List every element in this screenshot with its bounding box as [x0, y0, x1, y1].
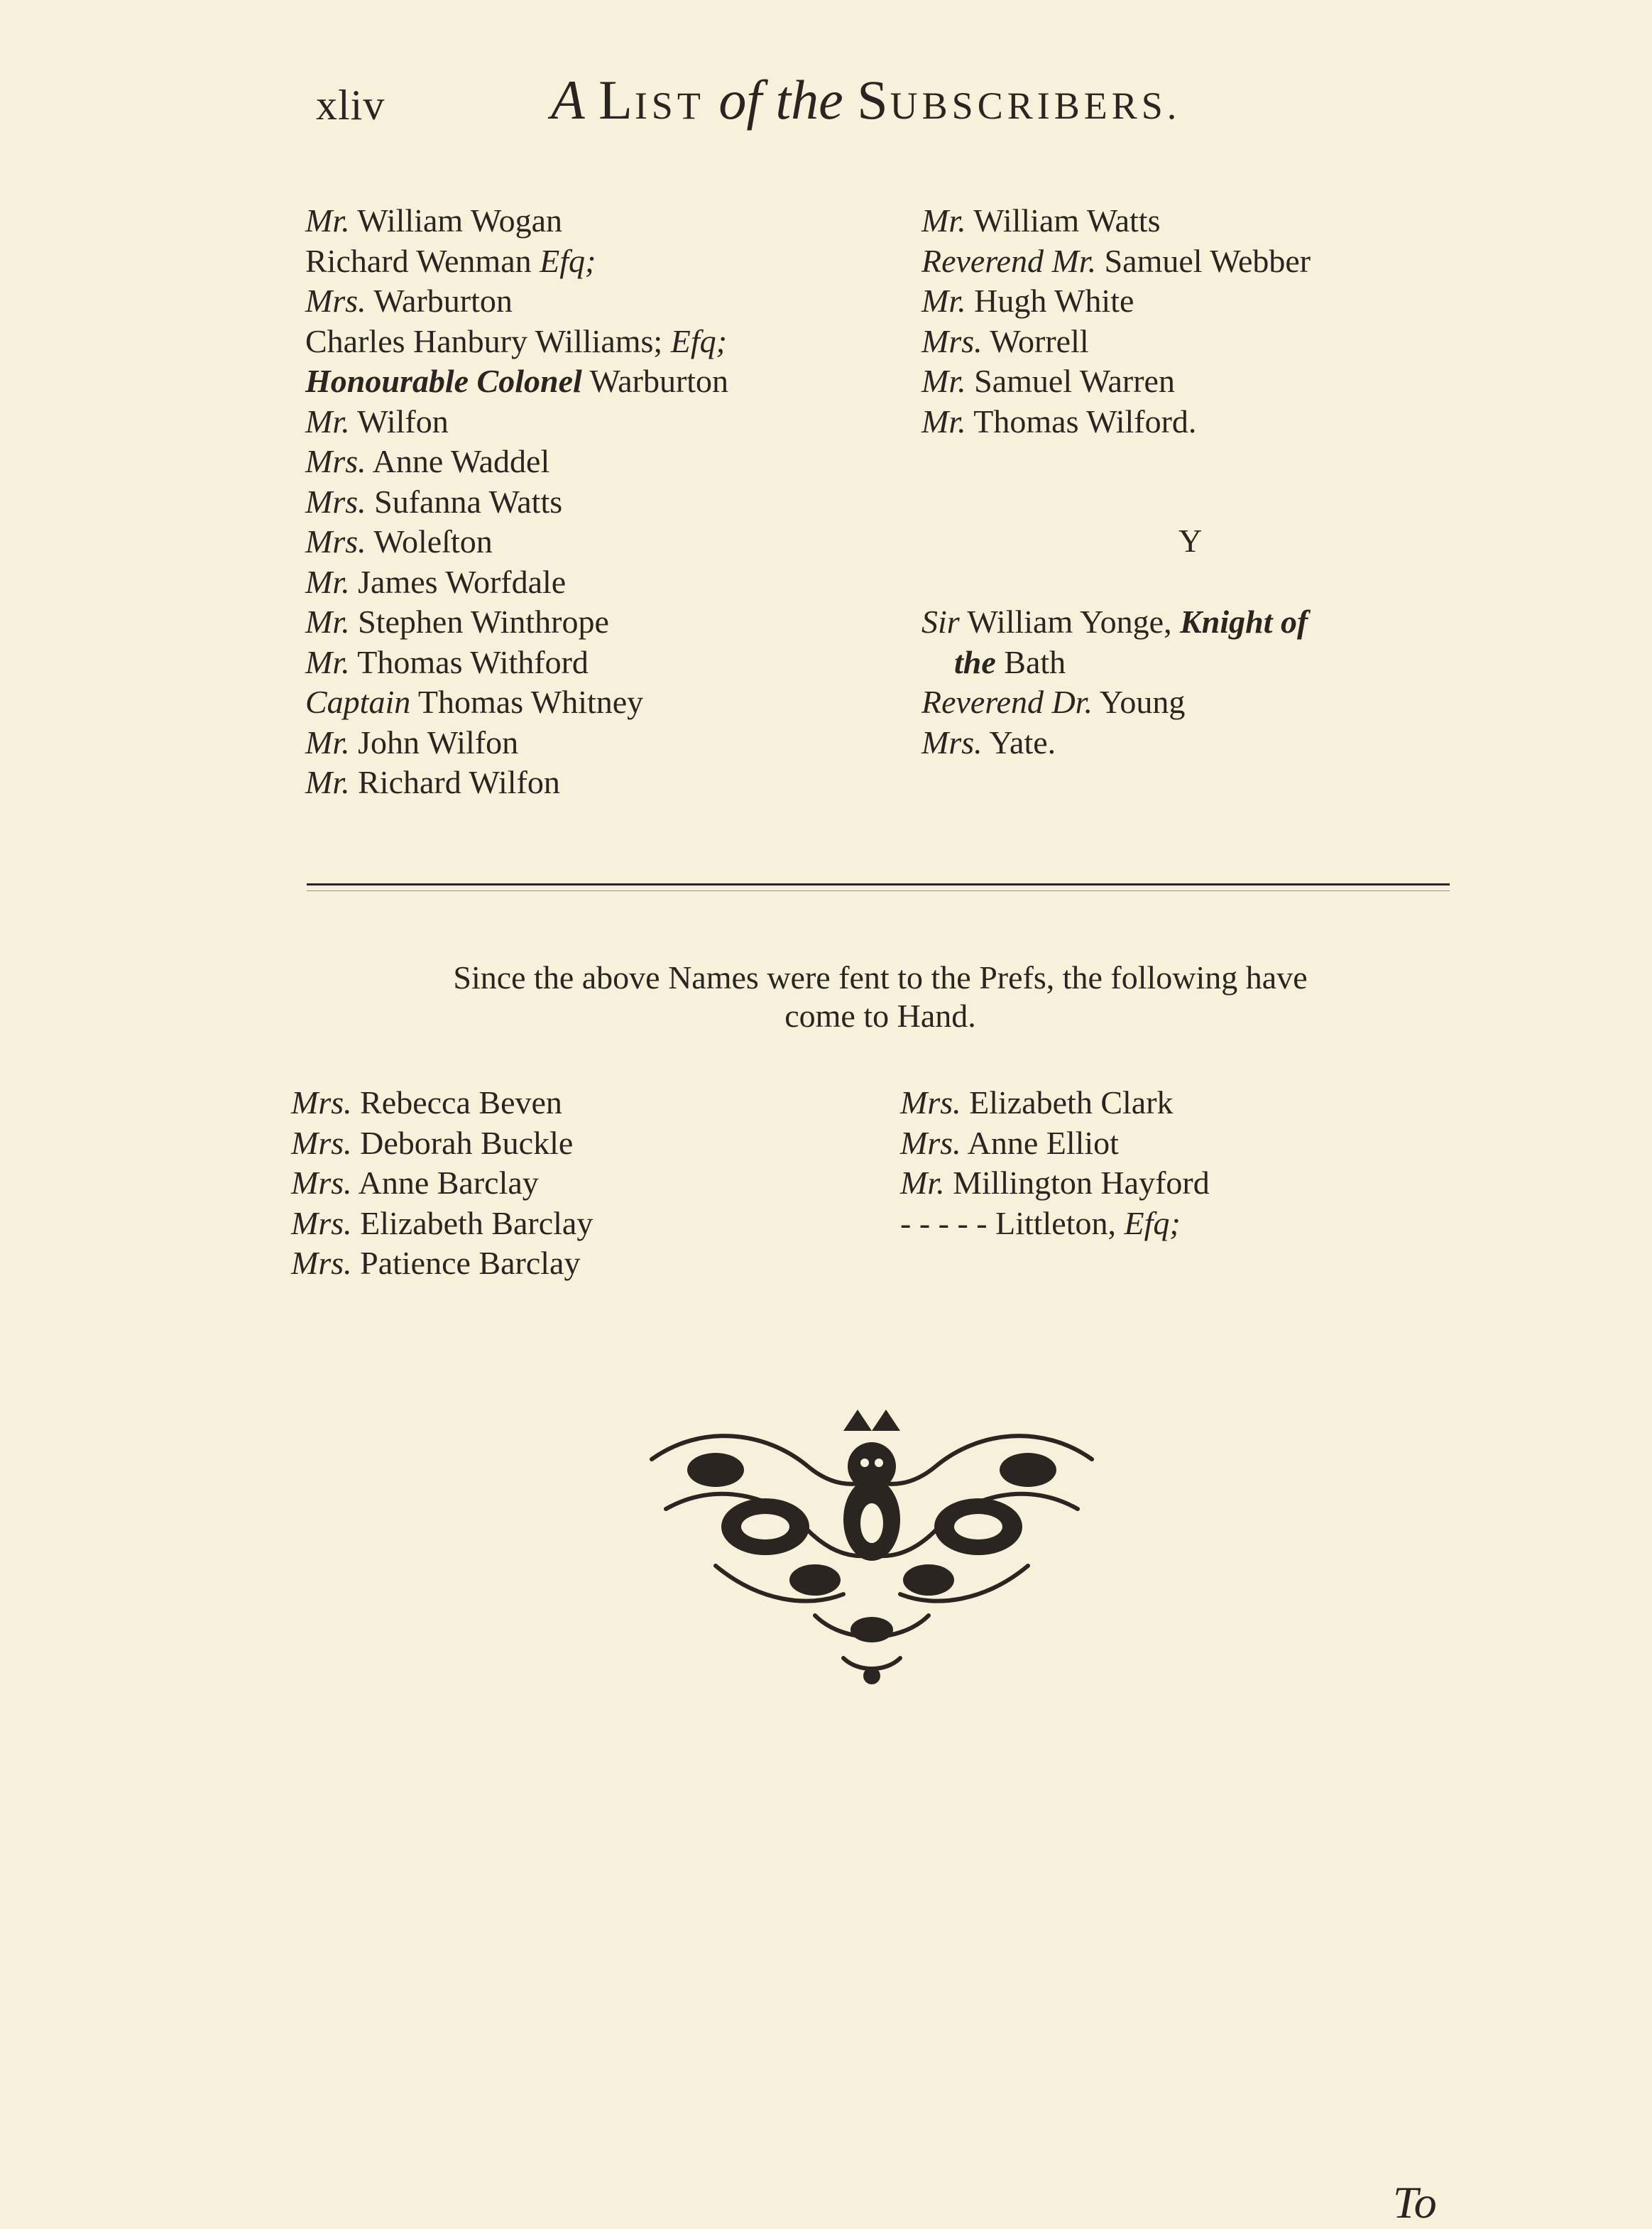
subscriber-name: James Worfdale	[358, 563, 567, 600]
section-divider	[307, 883, 1450, 885]
honorific: Mr.	[305, 764, 350, 800]
honorific: Mrs.	[291, 1124, 352, 1161]
list-item	[305, 361, 728, 402]
subscriber-name: Anne Barclay	[358, 1165, 539, 1201]
suffix: Efq;	[540, 242, 596, 279]
subscriber-name: Millington Hayford	[953, 1165, 1210, 1201]
list-item	[921, 361, 1311, 402]
honorific: Mr.	[900, 1165, 945, 1201]
page-header	[0, 65, 1652, 143]
list-item	[305, 723, 728, 763]
honorific: Mr.	[921, 202, 966, 239]
list-item	[900, 1163, 1210, 1204]
subscriber-name: Elizabeth Clark	[969, 1084, 1174, 1121]
honorific: Mrs.	[900, 1124, 961, 1161]
subscriber-name: William Wogan	[357, 202, 563, 239]
catchword: To	[1393, 2177, 1437, 2228]
subscriber-name: Stephen Winthrope	[358, 604, 609, 640]
subscriber-name: Warburton	[589, 363, 729, 399]
list-item	[921, 602, 1308, 682]
list-item	[305, 402, 728, 442]
title-article: A	[551, 69, 585, 131]
page-number: xliv	[316, 82, 385, 129]
list-item	[305, 201, 728, 241]
subscriber-name: Samuel Warren	[974, 363, 1175, 399]
late-subscriber-list-left	[291, 1083, 593, 1284]
continuation-italic: the	[954, 643, 996, 680]
subscriber-name: - - - - - Littleton,	[900, 1204, 1117, 1241]
honorific: Mrs.	[291, 1245, 352, 1281]
list-item	[291, 1163, 593, 1204]
list-item	[305, 643, 728, 683]
subscriber-name: Wilfon	[357, 403, 449, 440]
subscriber-name: Richard Wilfon	[358, 764, 560, 800]
continuation-roman: Bath	[1004, 643, 1066, 680]
list-item	[291, 1243, 593, 1284]
title-list-rest: IST	[634, 85, 705, 127]
list-item	[305, 602, 728, 643]
list-item	[921, 402, 1311, 442]
subscriber-name: Woleſton	[373, 523, 493, 560]
subscriber-name: Young	[1099, 684, 1186, 720]
list-item	[291, 1123, 593, 1164]
subscriber-name: Worrell	[990, 322, 1089, 359]
late-subscribers-note	[298, 959, 1462, 1035]
honorific: Captain	[305, 684, 411, 720]
list-item	[305, 482, 728, 523]
subscriber-name: Deborah Buckle	[360, 1124, 574, 1161]
honorific: Mrs.	[305, 283, 366, 319]
list-item	[921, 682, 1308, 723]
list-item	[921, 241, 1311, 282]
subscriber-name: Hugh White	[974, 283, 1134, 319]
list-item	[305, 322, 728, 362]
subscriber-name: John Wilfon	[358, 724, 519, 761]
honorific: Mr.	[921, 363, 966, 399]
honorific: Mr.	[305, 643, 350, 680]
honorific: Mrs.	[305, 483, 366, 520]
section-letter-y: Y	[1178, 523, 1203, 559]
list-item	[305, 562, 728, 603]
subscriber-name: Thomas Whitney	[417, 684, 644, 720]
subscriber-name: Charles Hanbury Williams;	[305, 322, 663, 359]
subscriber-name: Samuel Webber	[1104, 242, 1311, 279]
list-item	[900, 1083, 1210, 1123]
list-item	[921, 281, 1311, 322]
list-item	[921, 322, 1311, 362]
floral-cherub-tailpiece-icon	[638, 1402, 1106, 1686]
honorific: Mrs.	[305, 443, 366, 479]
subscriber-name: Sufanna Watts	[374, 483, 563, 520]
list-item	[305, 763, 728, 803]
list-item	[305, 522, 728, 562]
entry-continuation	[921, 643, 1308, 683]
honorific: Mrs.	[291, 1204, 352, 1241]
honorific: Mr.	[305, 724, 350, 761]
list-item	[900, 1204, 1210, 1244]
honorific: Reverend Mr.	[921, 242, 1097, 279]
honorific: Mr.	[921, 283, 966, 319]
title-list-initial: L	[598, 69, 635, 131]
list-item	[900, 1123, 1210, 1164]
honorific: Mrs.	[305, 523, 366, 560]
honorific: Mrs.	[921, 724, 983, 761]
subscriber-list-left	[305, 201, 728, 803]
subscriber-name: William Watts	[973, 202, 1161, 239]
subscriber-name: William Yonge,	[967, 604, 1172, 640]
honorific: Mr.	[305, 403, 350, 440]
late-subscriber-list-right	[900, 1083, 1210, 1243]
subscriber-name: Yate.	[989, 724, 1056, 761]
subscriber-name: Rebecca Beven	[360, 1084, 562, 1121]
title-subscribers-rest: UBSCRIBERS.	[890, 85, 1181, 127]
list-item	[305, 281, 728, 322]
honorific: Mr.	[305, 563, 350, 600]
subscriber-list-y	[921, 602, 1308, 763]
list-item	[305, 241, 728, 282]
list-item	[291, 1204, 593, 1244]
title-connective: of the	[718, 69, 843, 131]
note-line-1: Since the above Names were fent to the Prefs, the following have	[453, 959, 1308, 996]
list-item	[305, 682, 728, 723]
list-item	[921, 723, 1308, 763]
subscriber-name: Thomas Withford	[357, 643, 589, 680]
subscriber-name: Elizabeth Barclay	[360, 1204, 593, 1241]
note-line-2: come to Hand.	[784, 998, 976, 1034]
list-item	[921, 201, 1311, 241]
honorific: Mrs.	[291, 1165, 352, 1201]
subscriber-name: Richard Wenman	[305, 242, 532, 279]
section-divider-thin	[307, 890, 1450, 891]
suffix: Knight of	[1180, 604, 1308, 640]
subscriber-name: Anne Waddel	[372, 443, 550, 479]
honorific: Mr.	[921, 403, 966, 440]
title-subscribers-initial: S	[857, 69, 890, 131]
honorific: Reverend Dr.	[921, 684, 1093, 720]
honorific: Mr.	[305, 604, 350, 640]
honorific: Mrs.	[291, 1084, 352, 1121]
subscriber-name: Anne Elliot	[967, 1124, 1119, 1161]
suffix: Efq;	[670, 322, 727, 359]
honorific: Sir	[921, 604, 960, 640]
list-item	[291, 1083, 593, 1123]
honorific: Mrs.	[900, 1084, 961, 1121]
honorific: Mr.	[305, 202, 350, 239]
honorific: Honourable Colonel	[305, 363, 582, 399]
subscriber-name: Warburton	[373, 283, 513, 319]
suffix: Efq;	[1124, 1204, 1181, 1241]
subscriber-name: Patience Barclay	[360, 1245, 581, 1281]
running-title	[551, 68, 1181, 132]
honorific: Mrs.	[921, 322, 983, 359]
subscriber-list-right	[921, 201, 1311, 442]
subscriber-name: Thomas Wilford.	[973, 403, 1197, 440]
list-item	[305, 442, 728, 482]
